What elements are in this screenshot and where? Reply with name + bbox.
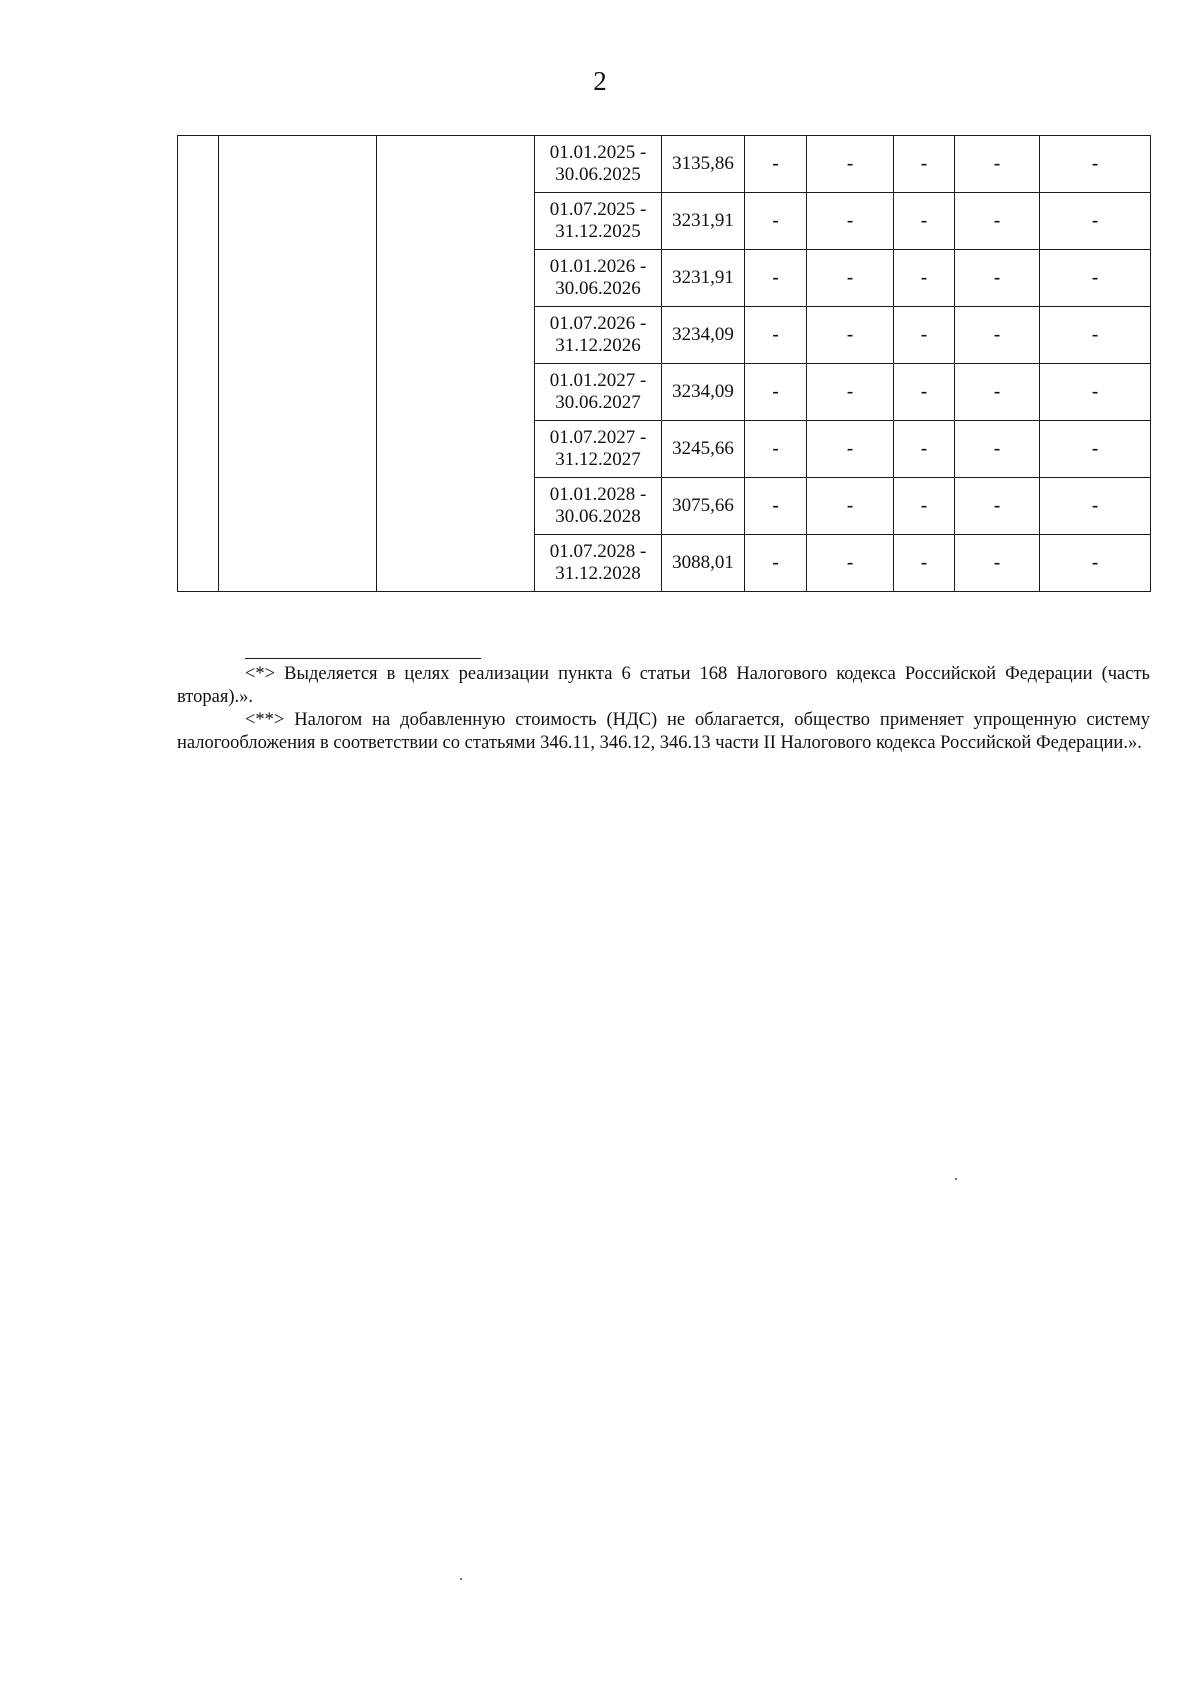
period-cell xyxy=(535,136,662,193)
period-start: 01.01.2025 - xyxy=(549,142,647,163)
empty-value-cell: - xyxy=(955,364,1040,421)
tariff-value-cell: 3234,09 xyxy=(662,364,745,421)
period-start: 01.07.2027 - xyxy=(549,427,647,448)
empty-value-cell: - xyxy=(1040,421,1151,478)
period-cell xyxy=(535,364,662,421)
empty-value-cell: - xyxy=(894,307,955,364)
period-cell xyxy=(535,478,662,535)
empty-value-cell: - xyxy=(894,364,955,421)
empty-value-cell: - xyxy=(955,193,1040,250)
period-cell xyxy=(535,193,662,250)
period-start: 01.07.2025 - xyxy=(549,199,647,220)
tariff-value-cell: 3231,91 xyxy=(662,250,745,307)
empty-value-cell: - xyxy=(745,535,807,592)
tariff-value-cell: 3231,91 xyxy=(662,193,745,250)
empty-value-cell: - xyxy=(894,535,955,592)
period-end: 31.12.2026 xyxy=(555,335,641,356)
tariff-value-cell: 3075,66 xyxy=(662,478,745,535)
category-cell xyxy=(377,136,535,592)
empty-value-cell: - xyxy=(1040,193,1151,250)
empty-value-cell: - xyxy=(955,535,1040,592)
empty-value-cell: - xyxy=(807,136,894,193)
empty-value-cell: - xyxy=(807,364,894,421)
empty-value-cell: - xyxy=(1040,250,1151,307)
period-cell xyxy=(535,535,662,592)
scan-speck xyxy=(955,1178,957,1180)
empty-value-cell: - xyxy=(807,535,894,592)
empty-value-cell: - xyxy=(955,421,1040,478)
period-end: 31.12.2025 xyxy=(555,221,641,242)
period-cell xyxy=(535,250,662,307)
empty-value-cell: - xyxy=(807,421,894,478)
footnote-vat-exempt: <**> Налогом на добавленную стоимость (НДС) не облагается, общество применяет упрощенную систему налогообложения в соответствии со статьями 346.11, 346.12, 346.13 части II Налогового кодекса Российской Федерации.». xyxy=(177,710,1150,753)
empty-value-cell: - xyxy=(955,307,1040,364)
period-start: 01.01.2028 - xyxy=(549,484,647,505)
empty-value-cell: - xyxy=(745,421,807,478)
empty-value-cell: - xyxy=(1040,136,1151,193)
empty-value-cell: - xyxy=(745,364,807,421)
period-start: 01.01.2026 - xyxy=(549,256,647,277)
empty-value-cell: - xyxy=(894,136,955,193)
empty-value-cell: - xyxy=(894,250,955,307)
tariff-table xyxy=(177,135,1151,592)
table-row xyxy=(178,136,1151,193)
period-end: 30.06.2027 xyxy=(555,392,641,413)
period-cell xyxy=(535,307,662,364)
empty-value-cell: - xyxy=(1040,535,1151,592)
footnotes xyxy=(177,663,1150,755)
period-start: 01.07.2026 - xyxy=(549,313,647,334)
empty-value-cell: - xyxy=(807,250,894,307)
tariff-value-cell: 3234,09 xyxy=(662,307,745,364)
period-end: 30.06.2026 xyxy=(555,278,641,299)
period-start: 01.01.2027 - xyxy=(549,370,647,391)
empty-value-cell: - xyxy=(807,307,894,364)
period-end: 31.12.2028 xyxy=(555,563,641,584)
page-number: 2 xyxy=(593,66,607,96)
period-end: 30.06.2025 xyxy=(555,164,641,185)
empty-value-cell: - xyxy=(894,478,955,535)
empty-value-cell: - xyxy=(745,136,807,193)
tariff-value-cell: 3135,86 xyxy=(662,136,745,193)
empty-value-cell: - xyxy=(955,136,1040,193)
empty-value-cell: - xyxy=(745,193,807,250)
empty-value-cell: - xyxy=(807,193,894,250)
empty-value-cell: - xyxy=(894,193,955,250)
footnote-vat-allocated: <*> Выделяется в целях реализации пункта 6 статьи 168 Налогового кодекса Российской Федерации (часть вторая).». xyxy=(177,664,1150,707)
name-cell xyxy=(219,136,377,592)
empty-value-cell: - xyxy=(745,478,807,535)
empty-value-cell: - xyxy=(955,250,1040,307)
row-number-cell xyxy=(178,136,219,592)
empty-value-cell: - xyxy=(1040,364,1151,421)
period-cell xyxy=(535,421,662,478)
empty-value-cell: - xyxy=(894,421,955,478)
empty-value-cell: - xyxy=(1040,478,1151,535)
scan-speck xyxy=(460,1578,462,1580)
table-body xyxy=(178,136,1151,592)
period-start: 01.07.2028 - xyxy=(549,541,647,562)
footnote-separator xyxy=(245,658,481,659)
tariff-value-cell: 3088,01 xyxy=(662,535,745,592)
period-end: 31.12.2027 xyxy=(555,449,641,470)
empty-value-cell: - xyxy=(807,478,894,535)
period-end: 30.06.2028 xyxy=(555,506,641,527)
empty-value-cell: - xyxy=(1040,307,1151,364)
tariff-value-cell: 3245,66 xyxy=(662,421,745,478)
empty-value-cell: - xyxy=(955,478,1040,535)
empty-value-cell: - xyxy=(745,250,807,307)
empty-value-cell: - xyxy=(745,307,807,364)
